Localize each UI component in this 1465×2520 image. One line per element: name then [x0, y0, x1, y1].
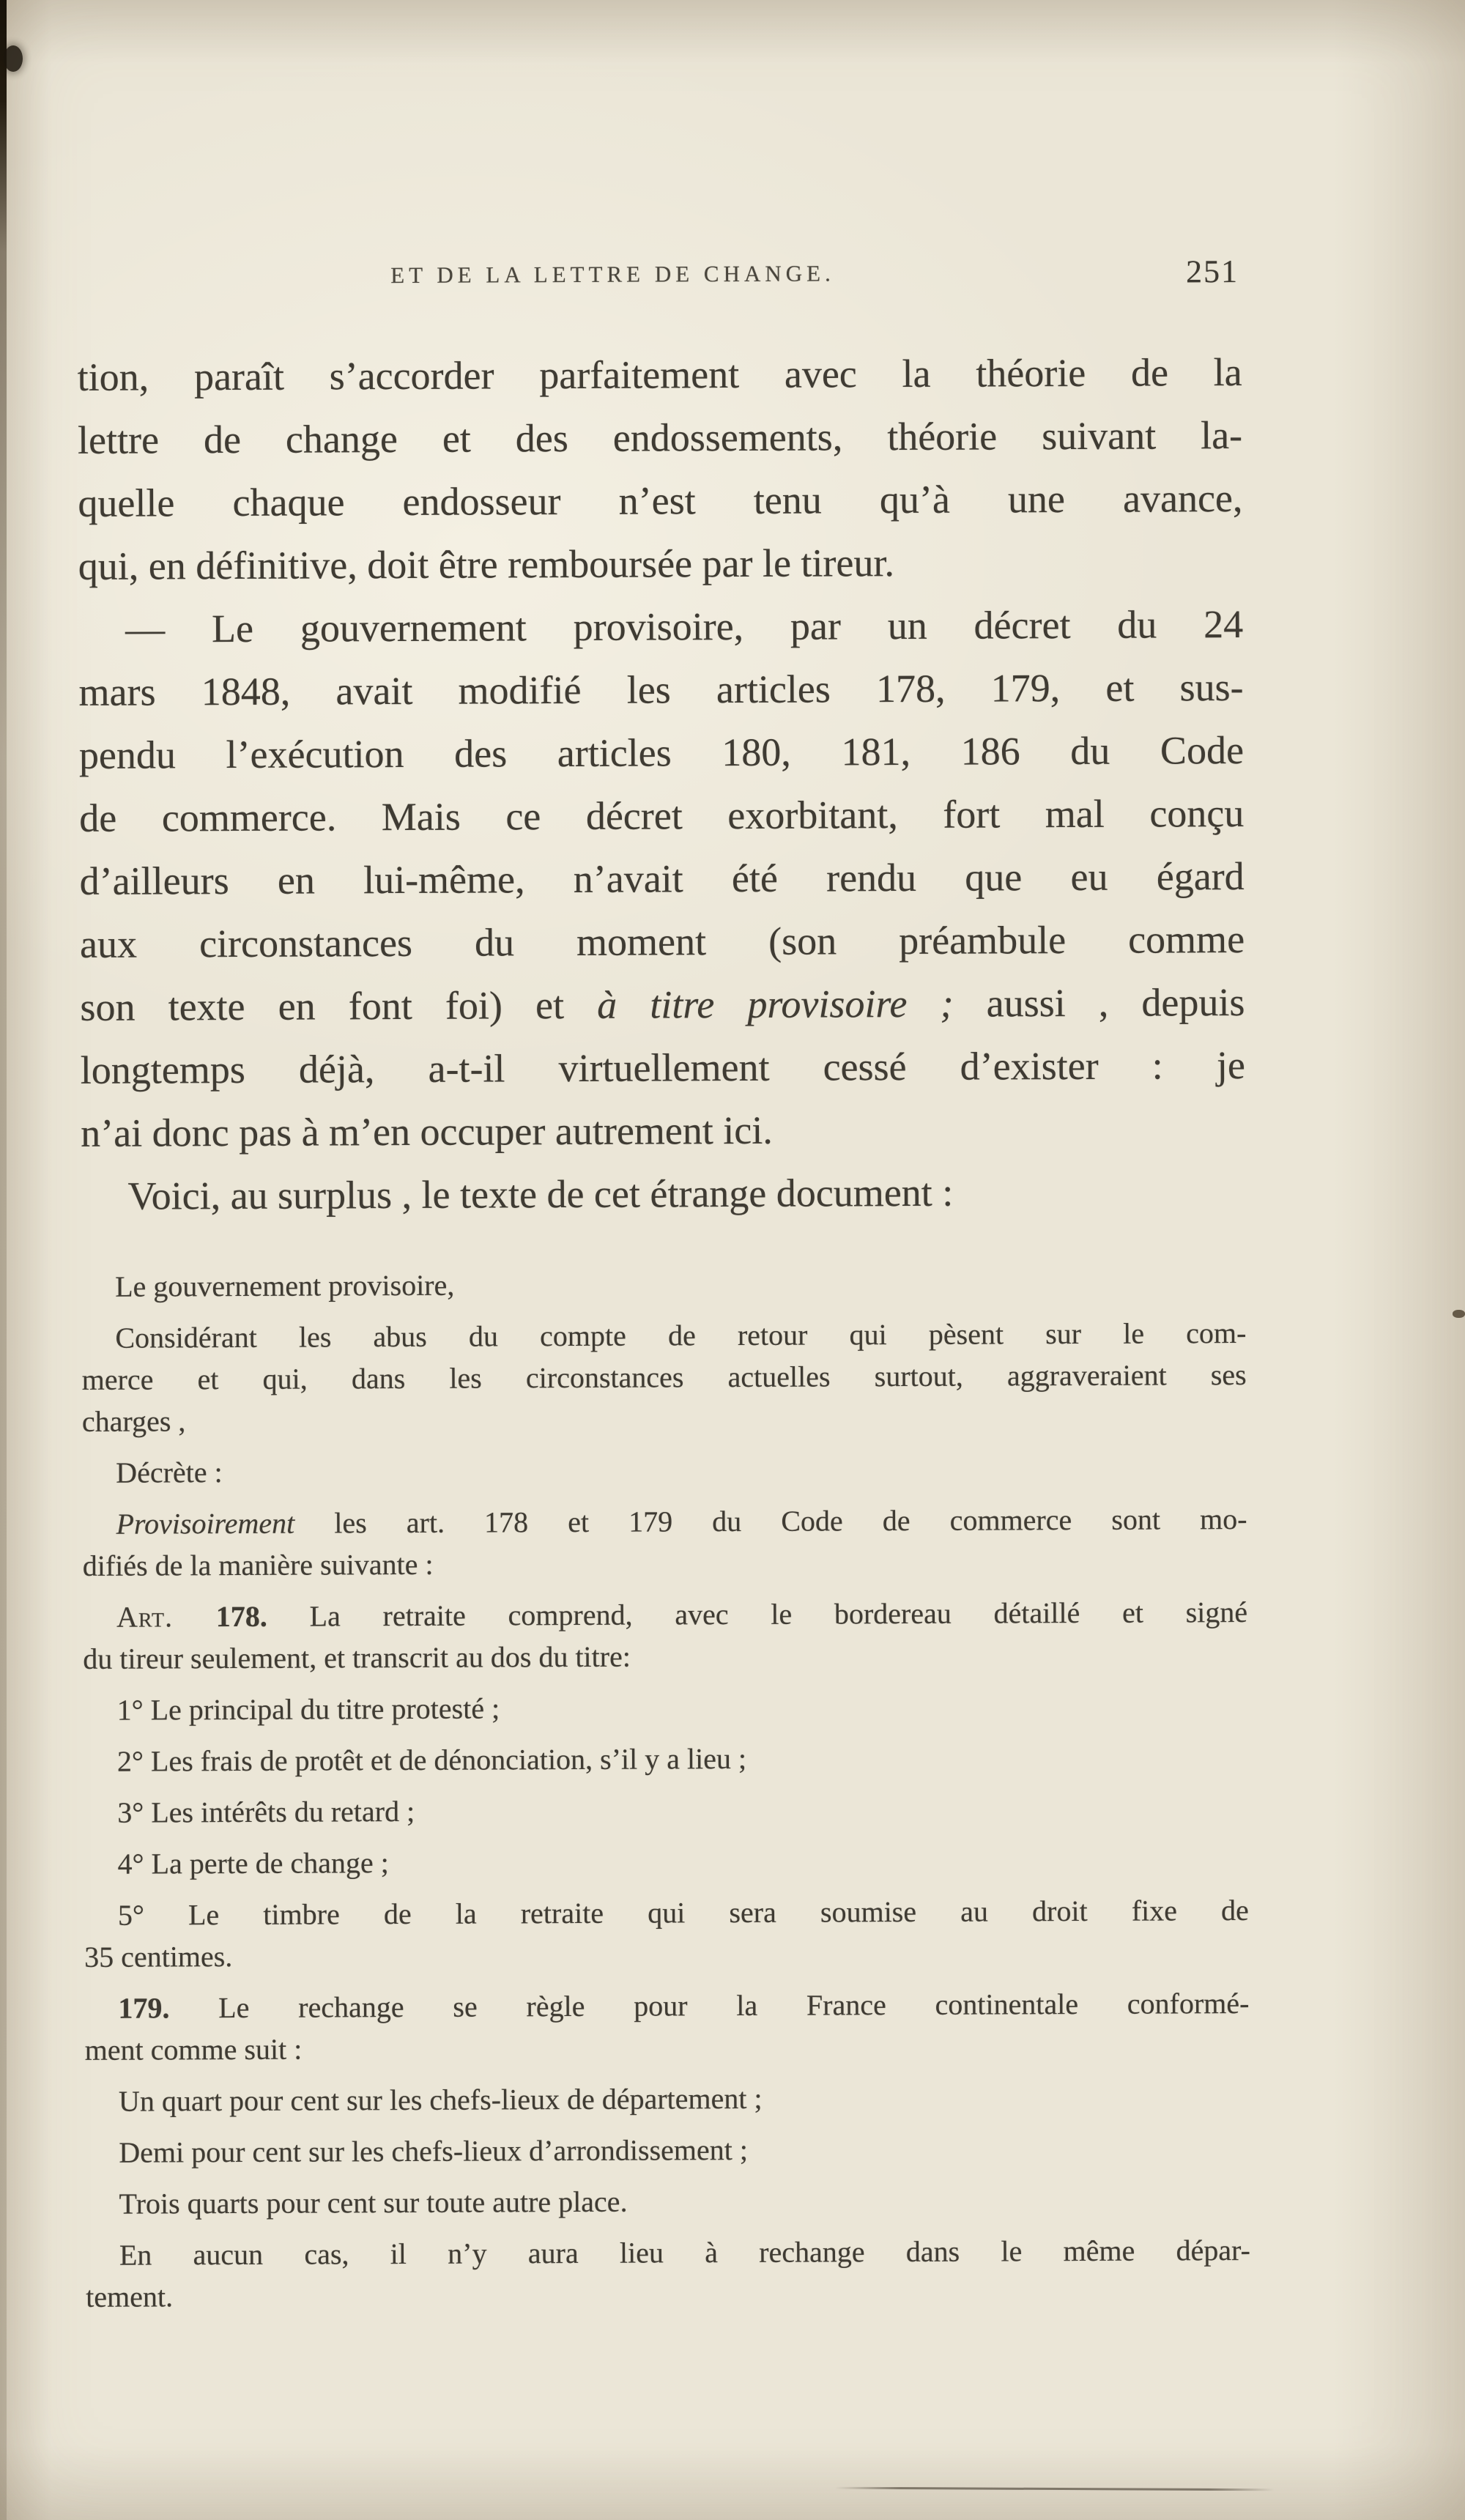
- text-line: [81, 1312, 1246, 1359]
- paragraph: [82, 1498, 1247, 1587]
- paragraph: [78, 593, 1245, 1165]
- text-line: [78, 341, 1242, 409]
- paragraph: [85, 2178, 1250, 2225]
- text-segment: 178.: [215, 1599, 310, 1634]
- text-line: [85, 2178, 1250, 2225]
- text-line: [82, 1354, 1247, 1401]
- text-line: [78, 467, 1242, 535]
- paragraph: [85, 2075, 1250, 2122]
- text-line: [83, 1633, 1247, 1680]
- text-segment: ment comme suit :: [84, 2032, 303, 2067]
- text-segment: son texte en font foi) et: [80, 982, 598, 1029]
- text-segment: tement.: [86, 2280, 174, 2313]
- text-segment: 5° Le timbre de la retraite qui sera soumise au droit fixe de: [117, 1893, 1249, 1932]
- paragraph: [84, 1982, 1249, 2071]
- text-segment: 2° Les frais de protêt et de dénonciation, s’il y a lieu ;: [116, 1741, 747, 1778]
- running-header: [77, 253, 1242, 299]
- paragraph: [84, 1735, 1248, 1782]
- text-line: [81, 1034, 1245, 1102]
- text-segment: Voici, au surplus , le texte de cet étrange document :: [127, 1170, 954, 1218]
- text-line: [85, 2127, 1250, 2174]
- text-segment: quelle chaque endosseur n’est tenu qu’à une avance,: [78, 475, 1243, 525]
- text-line: [84, 1787, 1248, 1834]
- text-segment: mars 1848, avait modifié les articles 178, 179, et sus-: [78, 664, 1244, 714]
- corner-ink-mark: [4, 45, 23, 72]
- text-segment: Le gouvernement provisoire,: [115, 1268, 455, 1303]
- page-edge-speck: [1453, 1310, 1465, 1318]
- text-segment: 1° Le principal du titre protesté ;: [116, 1691, 500, 1727]
- text-line: [84, 1684, 1248, 1731]
- text-segment: Le rechange se règle pour la France continentale conformé-: [218, 1986, 1250, 2025]
- paragraph: [81, 1261, 1246, 1308]
- text-line: [81, 1261, 1246, 1308]
- text-segment: Décrète :: [116, 1456, 223, 1489]
- text-segment: Demi pour cent sur les chefs-lieux d’arrondissement ;: [119, 2132, 749, 2169]
- text-line: [79, 782, 1244, 850]
- text-segment: Un quart pour cent sur les chefs-lieux de département ;: [118, 2081, 763, 2118]
- text-line: [85, 2024, 1250, 2071]
- text-segment: n’ai donc pas à m’en occuper autrement ici.: [81, 1108, 773, 1155]
- text-line: [84, 1889, 1249, 1936]
- text-segment: La retraite comprend, avec le bordereau détaillé et signé: [309, 1595, 1248, 1633]
- text-segment: difiés de la manière suivante :: [82, 1547, 434, 1582]
- text-line: [82, 1447, 1247, 1494]
- text-block: [77, 253, 1250, 2318]
- text-segment: Trois quarts pour cent sur toute autre place.: [119, 2184, 628, 2220]
- text-line: [84, 1838, 1248, 1885]
- text-segment: En aucun cas, il n’y aura lieu à rechange dans le même dépar-: [119, 2233, 1250, 2272]
- text-segment: 4° La perte de change ;: [117, 1846, 389, 1880]
- text-line: [80, 845, 1245, 913]
- text-segment: les art. 178 et 179 du Code de commerce sont mo-: [294, 1502, 1247, 1540]
- text-line: [78, 593, 1243, 661]
- text-line: [82, 1498, 1247, 1545]
- paragraph: [83, 1591, 1247, 1680]
- paragraph: [84, 1787, 1248, 1834]
- paragraph: [85, 2127, 1250, 2174]
- paragraph: [86, 2229, 1250, 2318]
- text-line: [82, 1396, 1247, 1442]
- paragraph: [81, 1312, 1247, 1442]
- text-line: [84, 1735, 1248, 1782]
- text-segment: 3° Les intérêts du retard ;: [117, 1794, 415, 1829]
- text-line: [79, 719, 1244, 787]
- text-segment: 179.: [118, 1991, 219, 2025]
- text-line: [78, 530, 1243, 598]
- text-line: [81, 1160, 1245, 1228]
- text-line: [85, 2075, 1250, 2122]
- text-segment: pendu l’exécution des articles 180, 181, 186 du Code: [78, 727, 1245, 777]
- paragraph: [84, 1889, 1249, 1978]
- text-line: [78, 656, 1243, 724]
- text-line: [78, 404, 1242, 472]
- text-segment: à titre provisoire ;: [597, 981, 954, 1027]
- text-segment: longtemps déjà, a-t-il virtuellement cessé d’exister : je: [80, 1042, 1245, 1092]
- text-line: [83, 1540, 1247, 1587]
- text-segment: tion, paraît s’accorder parfaitement avec la théorie de la: [77, 349, 1242, 399]
- paragraph: [84, 1684, 1248, 1731]
- text-segment: lettre de change et des endossements, théorie suivant la-: [77, 412, 1243, 462]
- text-line: [80, 971, 1245, 1039]
- text-line: [80, 908, 1245, 976]
- text-line: [84, 1982, 1249, 2029]
- next-page-edge-line: [835, 2487, 1275, 2491]
- paragraph: [78, 341, 1243, 598]
- text-line: [84, 1931, 1249, 1978]
- paragraph: [84, 1838, 1248, 1885]
- paragraph: [81, 1160, 1245, 1228]
- text-segment: merce et qui, dans les circonstances actuelles surtout, aggraveraient ses: [81, 1357, 1247, 1396]
- text-segment: d’ailleurs en lui-même, n’avait été rendu que eu égard: [79, 853, 1245, 903]
- text-segment: — Le gouvernement provisoire, par un décret du 24: [125, 601, 1244, 651]
- text-segment: Art.: [116, 1600, 216, 1634]
- text-segment: qui, en définitive, doit être remboursée par le tireur.: [78, 541, 895, 588]
- text-line: [81, 1097, 1245, 1165]
- text-line: [83, 1591, 1247, 1638]
- paragraph: [82, 1447, 1247, 1494]
- running-title: ET DE LA LETTRE DE CHANGE.: [390, 260, 835, 289]
- text-line: [86, 2229, 1250, 2276]
- text-segment: charges ,: [81, 1404, 186, 1438]
- text-segment: Considérant les abus du compte de retour qui pèsent sur le com-: [115, 1316, 1247, 1354]
- text-segment: Provisoirement: [116, 1506, 295, 1541]
- spine-edge-shadow: [0, 0, 7, 2520]
- page-number: 251: [1186, 253, 1239, 290]
- text-segment: de commerce. Mais ce décret exorbitant, fort mal conçu: [79, 790, 1245, 840]
- text-segment: du tireur seulement, et transcrit au dos du titre:: [83, 1639, 631, 1675]
- text-segment: aussi , depuis: [953, 979, 1245, 1026]
- text-segment: aux circonstances du moment (son préambule comme: [79, 916, 1245, 966]
- page-text: [78, 341, 1251, 2318]
- text-line: [86, 2271, 1250, 2318]
- text-segment: 35 centimes.: [84, 1940, 233, 1974]
